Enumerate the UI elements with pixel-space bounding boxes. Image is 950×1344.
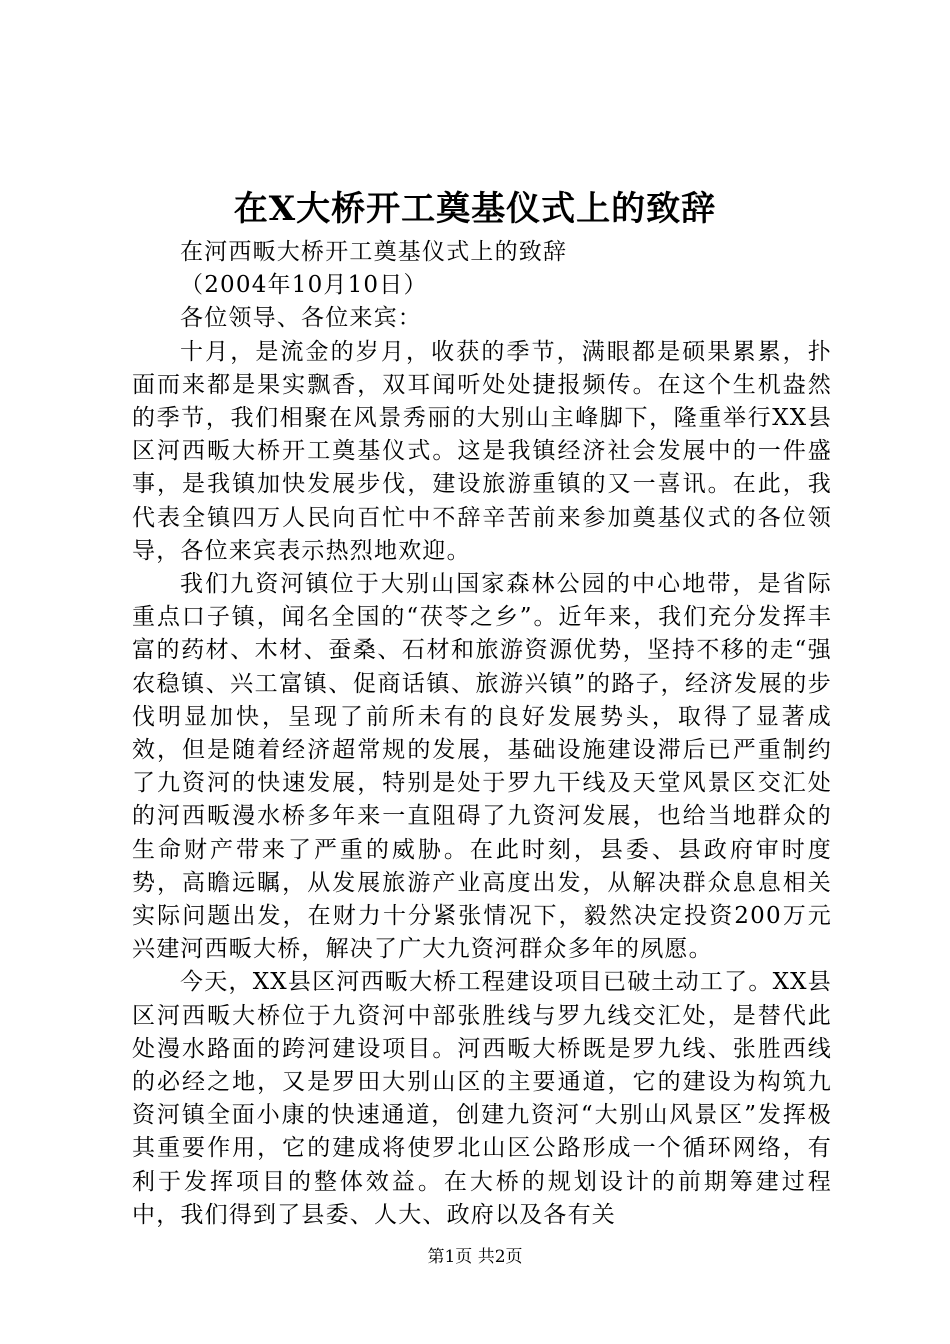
speech-date: （2004年10月10日） [180, 272, 428, 299]
salutation: 各位领导、各位来宾： [180, 305, 422, 332]
paragraph-1: 十月，是流金的岁月，收获的季节，满眼都是硕果累累，扑面而来都是果实飘香，双耳闻听处处捷报频传。在这个生机盎然的季节，我们相聚在风景秀丽的大别山主峰脚下，隆重举行XX县区河西畈大桥开工奠基仪式。这是我镇经济社会发展中的一件盛事，是我镇加快发展步伐，建设旅游重镇的又一喜讯。在此，我代表全镇四万人民向百忙中不辞辛苦前来参加奠基仪式的各位领导，各位来宾表示热烈地欢迎。 [132, 338, 832, 564]
paragraph-3: 今天，XX县区河西畈大桥工程建设项目已破土动工了。XX县区河西畈大桥位于九资河中部张胜线与罗九线交汇处，是替代此处漫水路面的跨河建设项目。河西畈大桥既是罗九线、张胜西线的必经之地，又是罗田大别山区的主要通道，它的建设为构筑九资河镇全面小康的快速通道，创建九资河“大别山风景区”发挥极其重要作用，它的建成将使罗北山区公路形成一个循环网络，有利于发挥项目的整体效益。在大桥的规划设计的前期筹建过程中，我们得到了县委、人大、政府以及各有关 [132, 969, 832, 1228]
speech-subtitle: 在河西畈大桥开工奠基仪式上的致辞 [180, 239, 568, 265]
document-title: 在X大桥开工奠基仪式上的致辞 [233, 189, 717, 229]
document-body [132, 236, 832, 1232]
paragraph-2: 我们九资河镇位于大别山国家森林公园的中心地带，是省际重点口子镇，闻名全国的“茯苓之乡”。近年来，我们充分发挥丰富的药材、木材、蚕桑、石材和旅游资源优势，坚持不移的走“强农稳镇、兴工富镇、促商话镇、旅游兴镇”的路子，经济发展的步伐明显加快，呈现了前所未有的良好发展势头，取得了显著成效，但是随着经济超常规的发展，基础设施建设滞后已严重制约了九资河的快速发展，特别是处于罗九干线及天堂风景区交汇处的河西畈漫水桥多年来一直阻碍了九资河发展，也给当地群众的生命财产带来了严重的威胁。在此时刻，县委、县政府审时度势，高瞻远瞩，从发展旅游产业高度出发，从解决群众息息相关实际问题出发，在财力十分紧张情况下，毅然决定投资200万元兴建河西畈大桥，解决了广大九资河群众多年的夙愿。 [132, 571, 832, 963]
page-footer: 第1页 共2页 [427, 1247, 523, 1267]
